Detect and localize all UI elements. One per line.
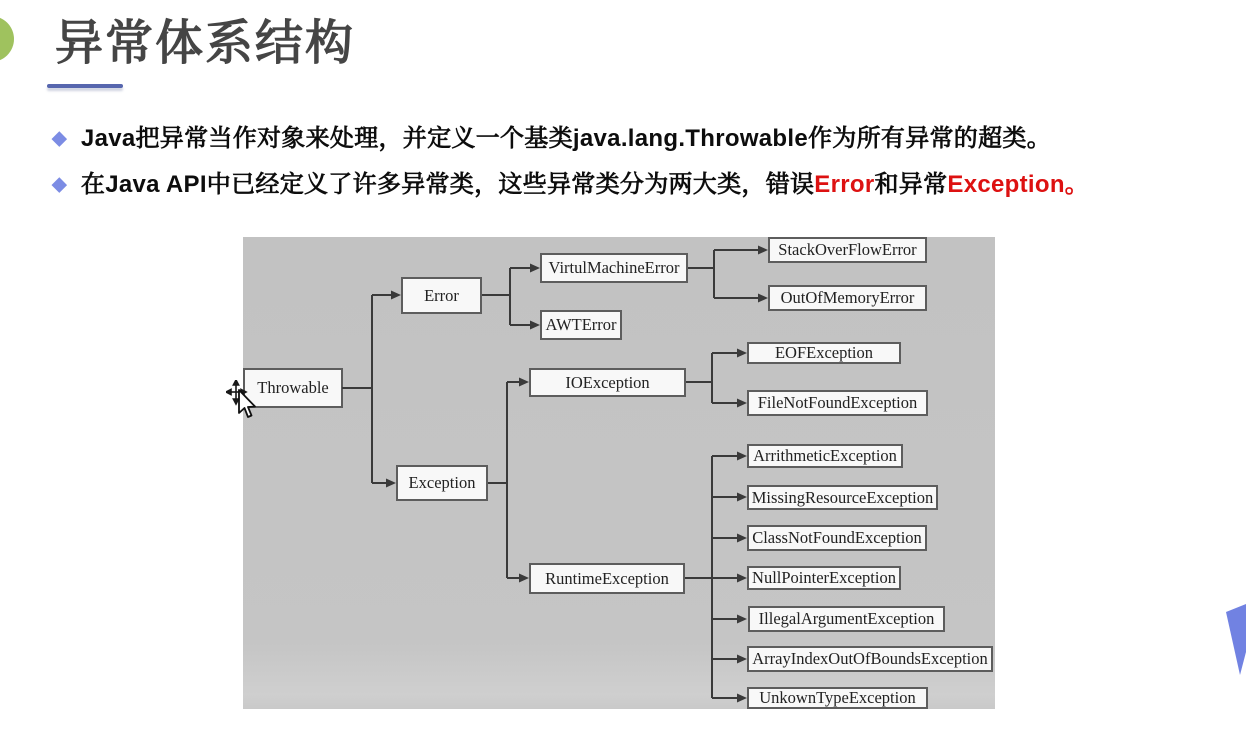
bullet-item — [52, 122, 1202, 155]
bullet-list — [52, 122, 1202, 214]
diagram-node-missing-resource-exception: MissingResourceException — [747, 485, 938, 510]
diagram-node-exception: Exception — [396, 465, 488, 501]
accent-circle — [0, 16, 14, 62]
diagram-node-stack-overflow-error: StackOverFlowError — [768, 237, 927, 263]
diagram-node-io-exception: IOException — [529, 368, 686, 397]
diagram-node-null-pointer-exception: NullPointerException — [747, 566, 901, 590]
diagram-node-arrithmetic-exception: ArrithmeticException — [747, 444, 903, 468]
title-underline — [47, 84, 123, 88]
bullet-text: Java把异常当作对象来处理，并定义一个基类java.lang.Throwable作为所有异常的超类。 — [80, 125, 1052, 152]
diagram-node-error: Error — [401, 277, 482, 314]
diagram-node-awt-error: AWTError — [540, 310, 622, 340]
diagram-node-array-index-out-of-bounds-exception: ArrayIndexOutOfBoundsException — [747, 646, 993, 672]
diagram-node-class-not-found-exception: ClassNotFoundException — [747, 525, 927, 551]
diagram-node-virtul-machine-error: VirtulMachineError — [540, 253, 688, 283]
diagram-node-unkown-type-exception: UnkownTypeException — [747, 687, 928, 709]
diagram-node-runtime-exception: RuntimeException — [529, 563, 685, 594]
diamond-icon: ◆ — [52, 128, 67, 149]
diagram-node-eof-exception: EOFException — [747, 342, 901, 364]
diagram-node-throwable: Throwable — [243, 368, 343, 408]
bullet-text: 在Java API中已经定义了许多异常类，这些异常类分为两大类，错误Error和异常Exception。 — [80, 171, 1090, 198]
page-title: 异常体系结构 — [55, 17, 356, 70]
bullet-item — [52, 168, 1202, 201]
diagram-node-out-of-memory-error: OutOfMemoryError — [768, 285, 927, 311]
corner-triangle — [1226, 604, 1246, 675]
diagram-node-file-not-found-exception: FileNotFoundException — [747, 390, 928, 416]
diamond-icon: ◆ — [52, 174, 67, 195]
diagram-node-illegal-argument-exception: IllegalArgumentException — [748, 606, 945, 632]
